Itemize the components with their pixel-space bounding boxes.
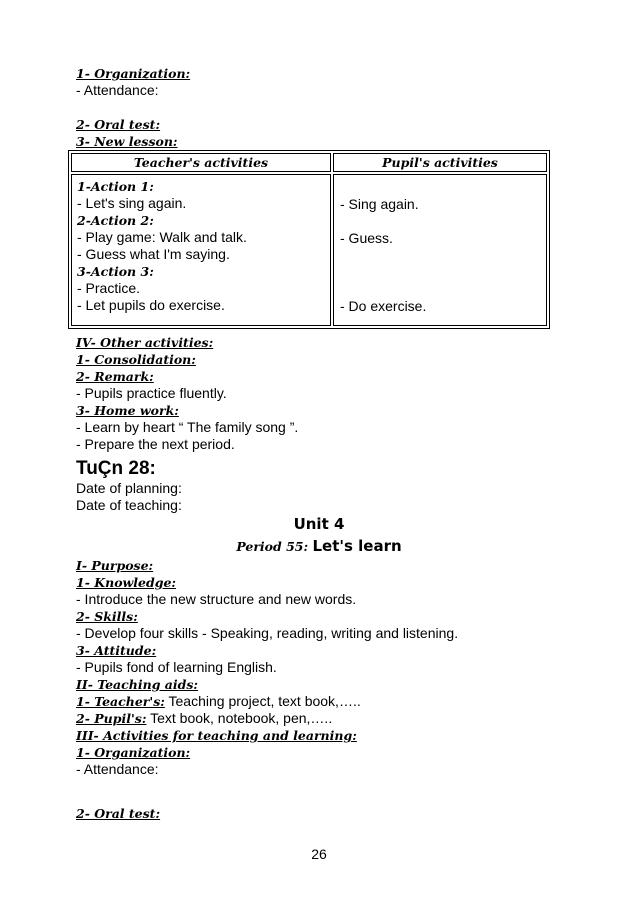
pupil-aids-text: Text book, notebook, pen,….. — [146, 710, 333, 726]
teaching-aids-heading: II- Teaching aids: — [76, 677, 199, 692]
top-section — [76, 65, 598, 99]
period-label: Period 55: — [236, 539, 313, 554]
pupil-activities-header: Pupil's activities — [333, 153, 547, 172]
action1-text: - Let's sing again. — [77, 195, 187, 211]
consolidation-heading: 1- Consolidation: — [76, 352, 196, 367]
skills-text: - Develop four skills - Speaking, reading, writing and listening. — [76, 625, 459, 641]
action2-heading: 2-Action 2: — [77, 213, 154, 228]
new-lesson-heading: 3- New lesson: — [76, 134, 178, 149]
knowledge-text: - Introduce the new structure and new words. — [76, 591, 357, 607]
action2-text1: - Play game: Walk and talk. — [77, 229, 247, 245]
teacher-activities-header: Teacher's activities — [71, 153, 331, 172]
attendance-text-2: - Attendance: — [76, 761, 159, 777]
purpose-heading: I- Purpose: — [76, 558, 154, 573]
other-activities-section — [76, 334, 598, 453]
lesson-headings — [76, 116, 598, 150]
teacher-aids-text: Teaching project, text book,….. — [164, 693, 361, 709]
remark-heading: 2- Remark: — [76, 369, 154, 384]
organization-heading: 1- Organization: — [76, 66, 191, 81]
activities-heading: III- Activities for teaching and learning: — [76, 728, 357, 743]
oral-test-heading-2: 2- Oral test: — [76, 806, 161, 821]
period-title: Let's learn — [312, 537, 402, 555]
teacher-activities-cell — [71, 174, 331, 326]
pupil-sing: - Sing again. — [340, 196, 419, 212]
homework-text2: - Prepare the next period. — [76, 436, 235, 452]
action3-heading: 3-Action 3: — [77, 264, 154, 279]
homework-text1: - Learn by heart “ The family song ”. — [76, 419, 299, 435]
date-of-planning: Date of planning: — [76, 480, 182, 496]
attitude-heading: 3- Attitude: — [76, 643, 157, 658]
action3-text2: - Let pupils do exercise. — [77, 297, 225, 313]
action1-heading: 1-Action 1: — [77, 179, 154, 194]
action3-text1: - Practice. — [77, 280, 141, 296]
oral-test-section — [76, 805, 598, 822]
skills-heading: 2- Skills: — [76, 609, 138, 624]
organization-heading-2: 1- Organization: — [76, 745, 191, 760]
pupil-aids-label: 2- Pupil's: — [76, 711, 147, 726]
action2-text2: - Guess what I'm saying. — [77, 246, 230, 262]
purpose-section — [76, 557, 598, 778]
teacher-aids-label: 1- Teacher's: — [76, 694, 165, 709]
oral-test-heading: 2- Oral test: — [76, 117, 161, 132]
activities-table — [68, 150, 550, 329]
pupil-activities-cell — [333, 174, 547, 326]
knowledge-heading: 1- Knowledge: — [76, 575, 177, 590]
pupil-exercise: - Do exercise. — [340, 298, 427, 314]
homework-heading: 3- Home work: — [76, 403, 179, 418]
week-title: TuÇn 28: — [76, 458, 156, 479]
other-activities-heading: IV- Other activities: — [76, 335, 214, 350]
attendance-text: - Attendance: — [76, 82, 159, 98]
date-of-teaching: Date of teaching: — [76, 497, 182, 513]
unit-title: Unit 4 — [293, 515, 345, 533]
period-heading — [0, 537, 638, 556]
remark-text: - Pupils practice fluently. — [76, 385, 227, 401]
unit-heading — [0, 515, 638, 533]
week-section — [76, 458, 598, 514]
attitude-text: - Pupils fond of learning English. — [76, 659, 277, 675]
page-number: 26 — [311, 846, 327, 862]
pupil-guess: - Guess. — [340, 230, 393, 246]
